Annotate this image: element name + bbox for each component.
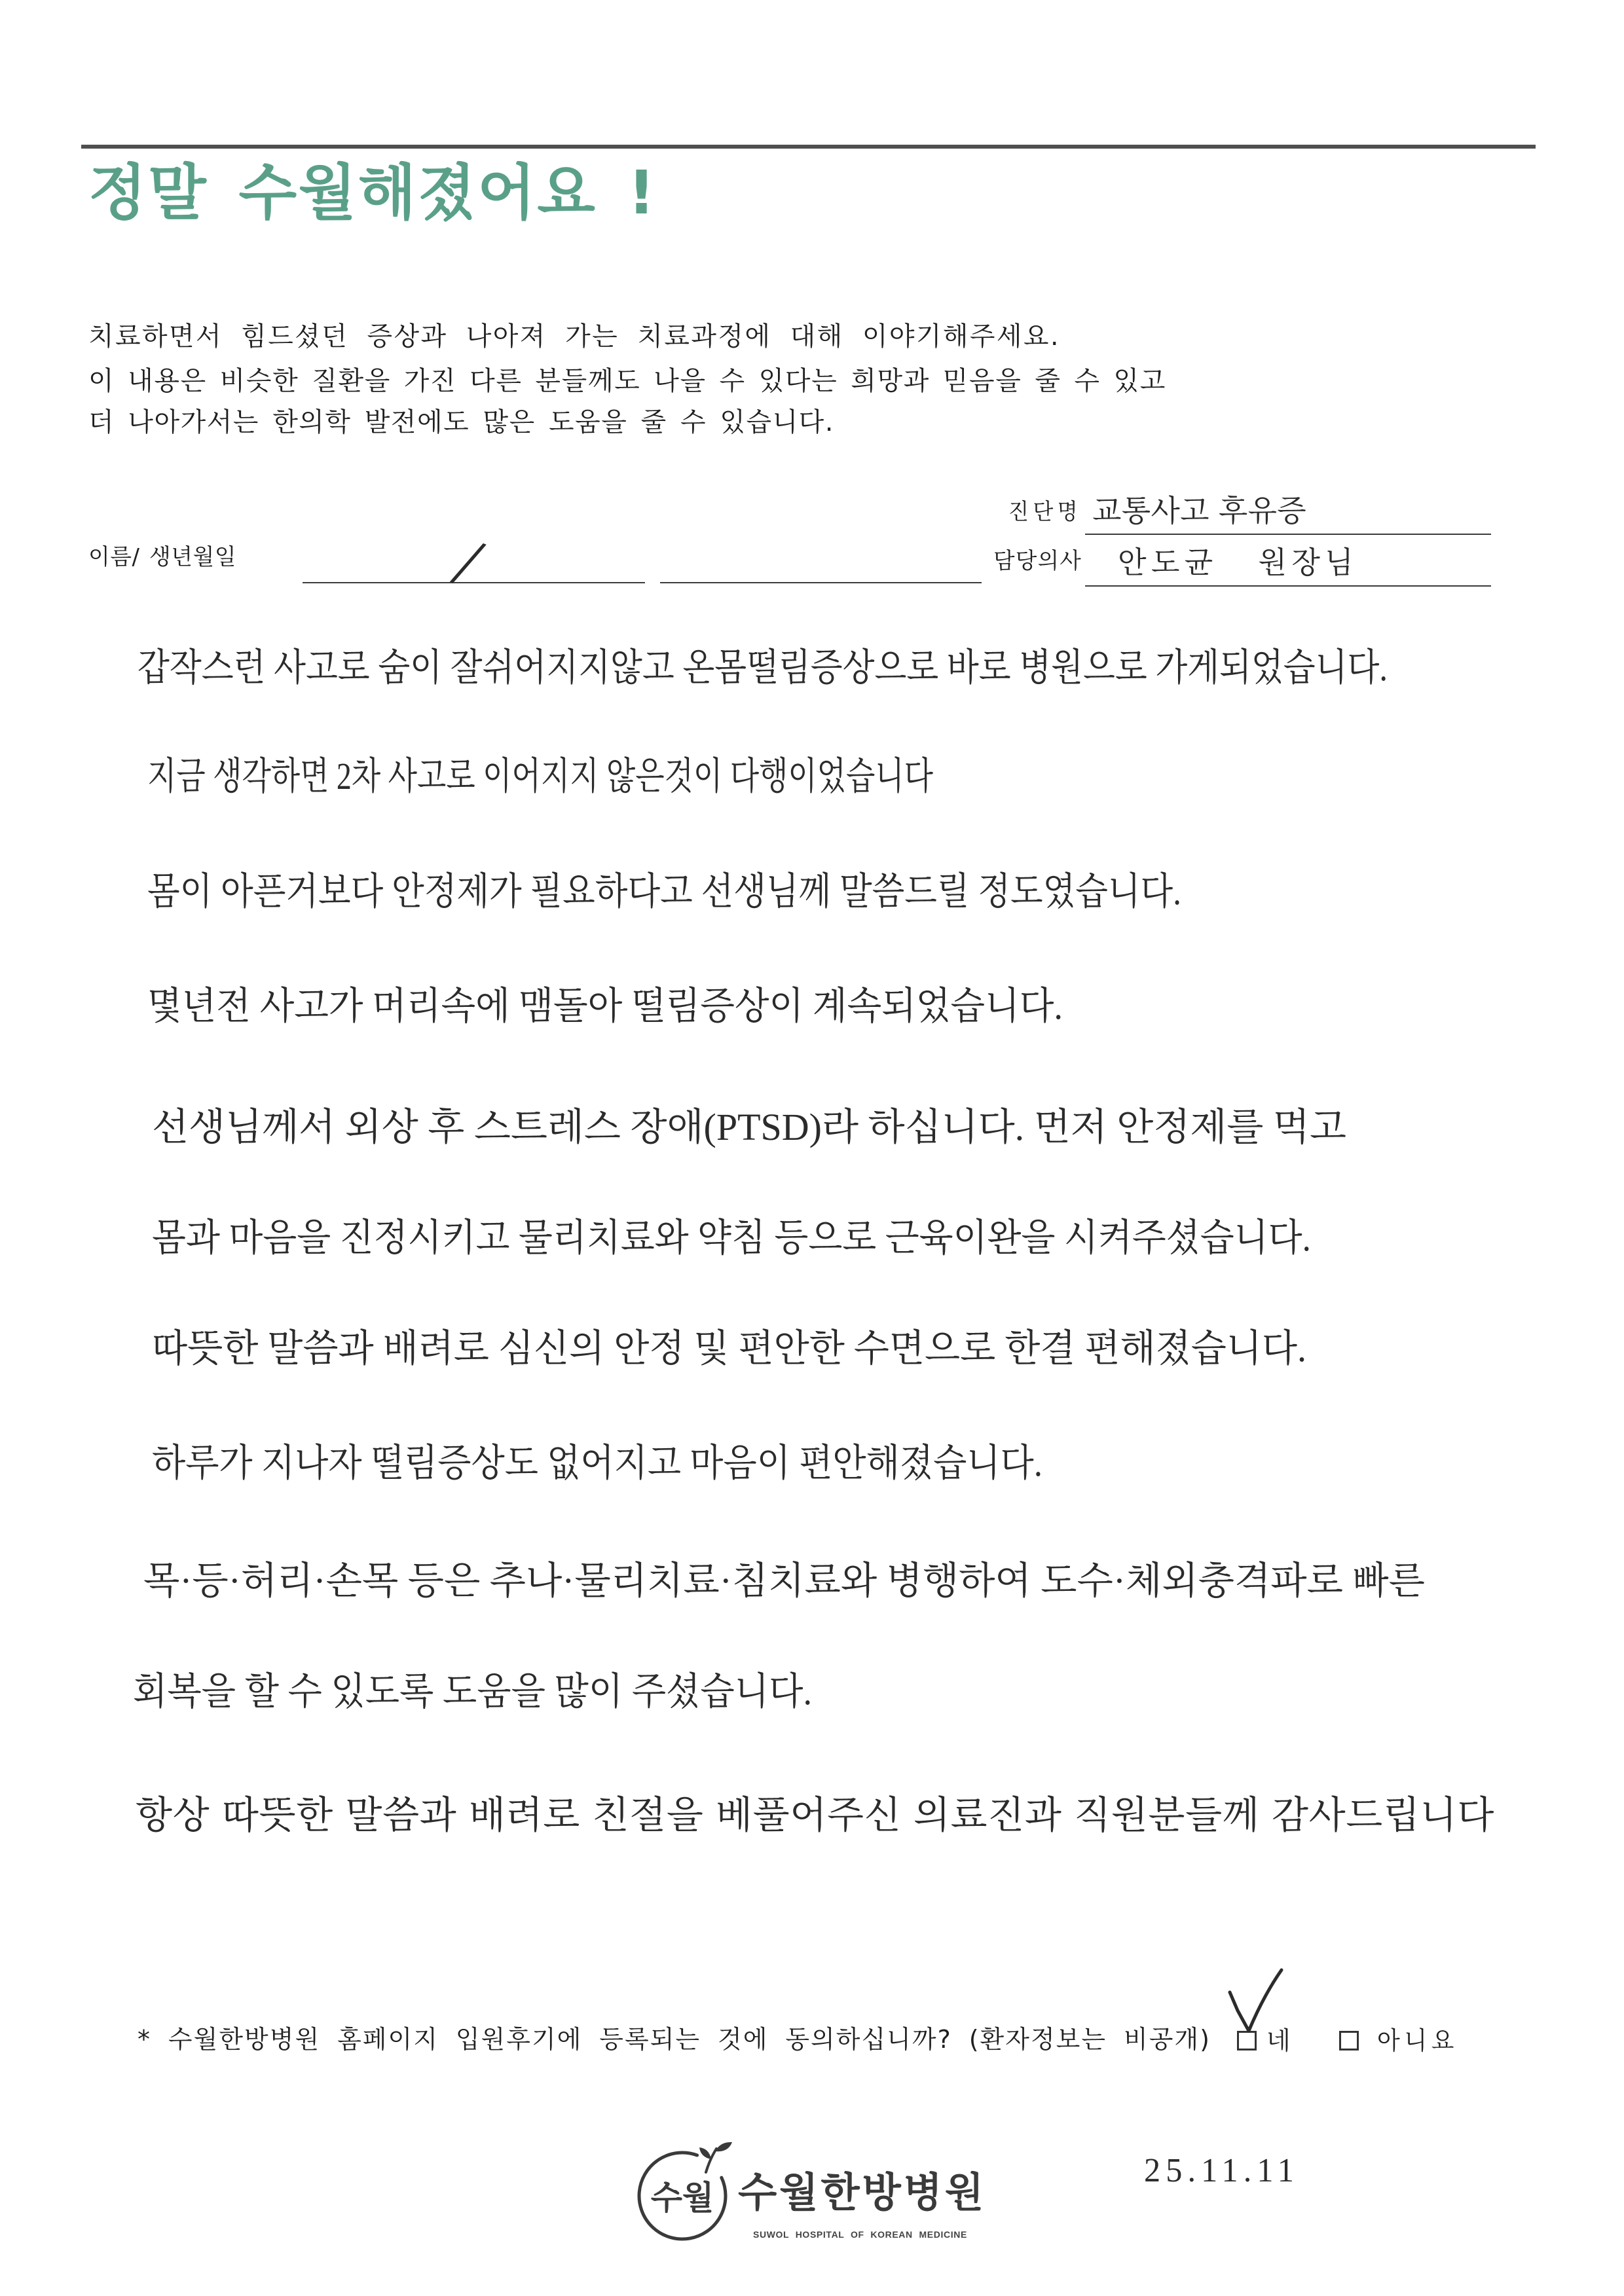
diagnosis-value: 교통사고 후유증 <box>1092 494 1306 528</box>
diagnosis-field[interactable] <box>1085 534 1491 535</box>
testimonial-line: 선생님께서 외상 후 스트레스 장애(PTSD)라 하십니다. 먼저 안정제를 먹고 <box>152 1106 1346 1148</box>
written-date: 25.11.11 <box>1144 2152 1299 2189</box>
name-birth-label: 이름/ 생년월일 <box>88 544 236 570</box>
diagnosis-label: 진단명 <box>1008 499 1082 525</box>
testimonial-line: 항상 따뜻한 말씀과 배려로 친절을 베풀어주신 의료진과 직원분들께 감사드립니다 <box>136 1794 1494 1836</box>
check-mark-icon <box>1218 1961 1297 2043</box>
consent-question: * 수월한방병원 홈페이지 입원후기에 등록되는 것에 동의하십니까? (환자정보는 비공개) <box>138 2025 1211 2054</box>
name-field[interactable] <box>303 582 645 583</box>
testimonial-line: 목·등·허리·손목 등은 추나·물리치료·침치료와 병행하여 도수·체외충격파로 빠른 <box>143 1559 1425 1602</box>
testimonial-line: 따뜻한 말씀과 배려로 심신의 안정 및 편안한 수면으로 한결 편해졌습니다. <box>152 1327 1306 1370</box>
instruction-line: 치료하면서 힘드셨던 증상과 나아져 가는 치료과정에 대해 이야기해주세요. <box>88 321 1060 352</box>
testimonial-line: 갑작스런 사고로 숨이 잘쉬어지지않고 온몸떨림증상으로 바로 병원으로 가게되었습니다. <box>138 646 1388 689</box>
consent-no-checkbox[interactable] <box>1339 2031 1359 2050</box>
hospital-name: 수월한방병원 <box>738 2168 986 2216</box>
doctor-field[interactable] <box>1085 585 1491 587</box>
logo-emblem-text: 수월 <box>650 2179 714 2217</box>
consent-yes-label: 네 <box>1266 2026 1291 2055</box>
testimonial-line: 지금 생각하면 2차 사고로 이어지지 않은것이 다행이었습니다 <box>147 755 933 797</box>
testimonial-line: 회복을 할 수 있도록 도움을 많이 주셨습니다. <box>133 1670 812 1713</box>
testimonial-line: 몸과 마음을 진정시키고 물리치료와 약침 등으로 근육이완을 시켜주셨습니다. <box>152 1216 1311 1259</box>
testimonial-line: 하루가 지나자 떨림증상도 없어지고 마음이 편안해졌습니다. <box>152 1442 1043 1484</box>
testimonial-line: 몇년전 사고가 머리속에 맴돌아 떨림증상이 계속되었습니다. <box>147 985 1063 1027</box>
consent-no-label: 아니요 <box>1377 2026 1458 2055</box>
hospital-english-name: SUWOL HOSPITAL OF KOREAN MEDICINE <box>753 2229 967 2240</box>
page-title: 정말 수월해졌어요 ! <box>88 158 657 228</box>
testimonial-line: 몸이 아픈거보다 안정제가 필요하다고 선생님께 말씀드릴 정도였습니다. <box>147 870 1181 913</box>
birth-date-field[interactable] <box>660 582 982 583</box>
header-rule <box>81 145 1536 149</box>
name-birth-value: / <box>444 521 493 604</box>
instruction-line: 이 내용은 비슷한 질환을 가진 다른 분들께도 나을 수 있다는 희망과 믿음을 줄 수 있고 <box>88 366 1166 396</box>
doctor-value: 안도균 원장님 <box>1118 546 1358 579</box>
logo-emblem-icon <box>635 2140 735 2244</box>
instruction-line: 더 나아가서는 한의학 발전에도 많은 도움을 줄 수 있습니다. <box>88 407 834 437</box>
doctor-label: 담당의사 <box>993 548 1082 574</box>
